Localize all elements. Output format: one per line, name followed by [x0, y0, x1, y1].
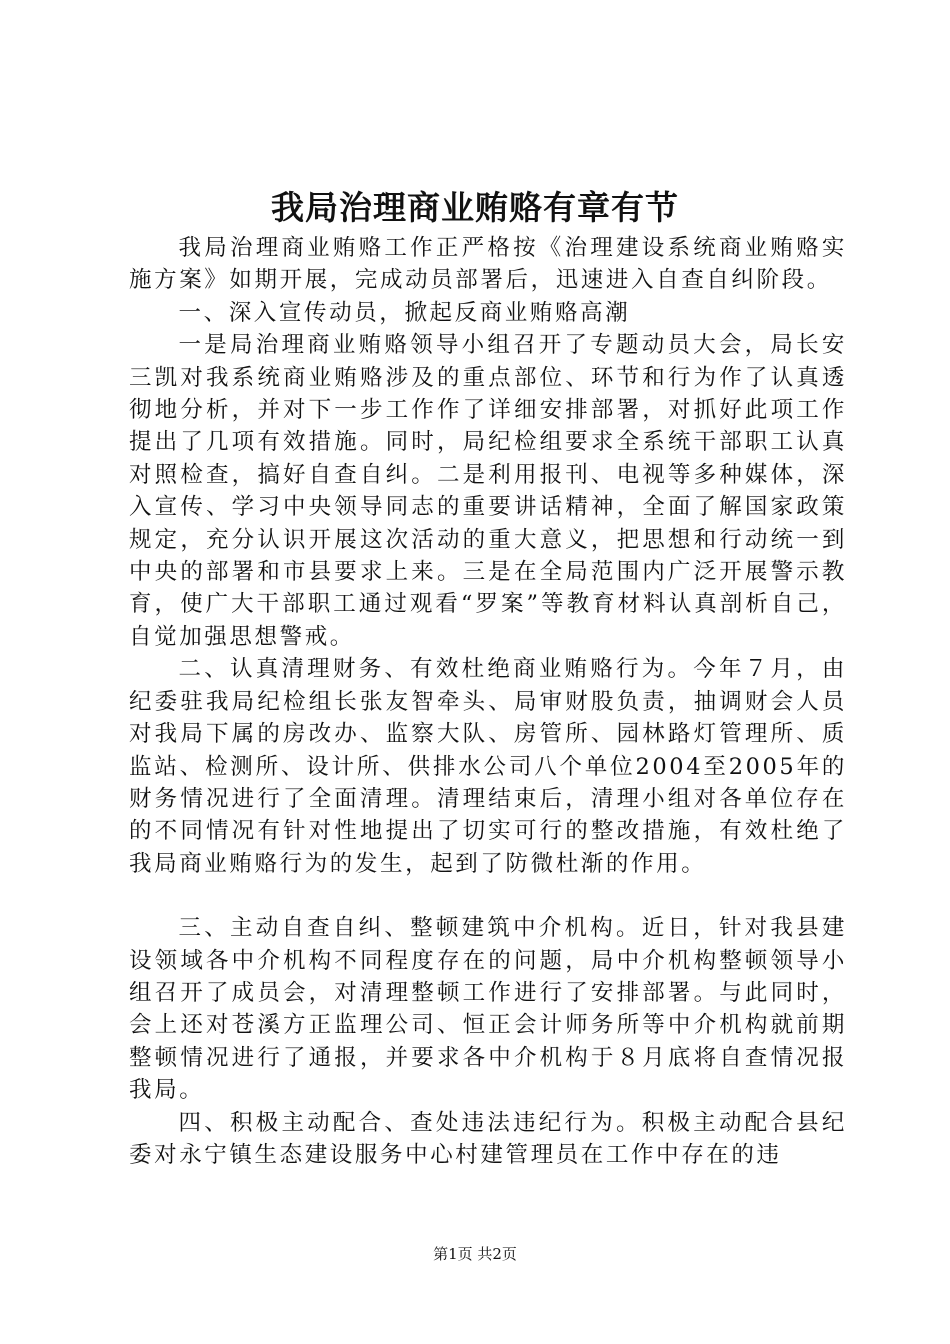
document-title: 我局治理商业贿赂有章有节 — [271, 188, 679, 227]
page-number-footer: 第1页 共2页 — [433, 1245, 517, 1263]
paragraph-section-4: 四、积极主动配合、查处违法违纪行为。积极主动配合县纪委对永宁镇生态建设服务中心村建管理员在工作中存在的违 — [129, 1109, 847, 1168]
paragraph-section-1: 一是局治理商业贿赂领导小组召开了专题动员大会，局长安三凯对我系统商业贿赂涉及的重点部位、环节和行为作了认真透彻地分析，并对下一步工作作了详细安排部署，对抓好此项工作提出了几项有效措施。同时，局纪检组要求全系统干部职工认真对照检查，搞好自查自纠。二是利用报刊、电视等多种媒体，深入宣传、学习中央领导同志的重要讲话精神，全面了解国家政策规定，充分认识开展这次活动的重大意义，把思想和行动统一到中央的部署和市县要求上来。三是在全局范围内广泛开展警示教育，使广大干部职工通过观看“罗案”等教育材料认真剖析自己，自觉加强思想警戒。 — [129, 332, 847, 650]
section-heading-1: 一、深入宣传动员，掀起反商业贿赂高潮 — [178, 299, 631, 326]
paragraph-section-2: 二、认真清理财务、有效杜绝商业贿赂行为。今年７月，由纪委驻我局纪检组长张友智牵头、局审财股负责，抽调财会人员对我局下属的房改办、监察大队、房管所、园林路灯管理所、质监站、检测所、设计所、供排水公司八个单位2004至2005年的财务情况进行了全面清理。清理结束后，清理小组对各单位存在的不同情况有针对性地提出了切实可行的整改措施，有效杜绝了我局商业贿赂行为的发生，起到了防微杜渐的作用。 — [129, 656, 847, 877]
document-body — [129, 232, 847, 1171]
paragraph-section-3: 三、主动自查自纠、整顿建筑中介机构。近日，针对我县建设领域各中介机构不同程度存在的问题，局中介机构整顿领导小组召开了成员会，对清理整顿工作进行了安排部署。与此同时，会上还对苍溪方正监理公司、恒正会计师务所等中介机构就前期整顿情况进行了通报，并要求各中介机构于８月底将自查情况报我局。 — [129, 915, 847, 1104]
paragraph-intro: 我局治理商业贿赂工作正严格按《治理建设系统商业贿赂实施方案》如期开展，完成动员部署后，迅速进入自查自纠阶段。 — [129, 235, 847, 294]
paragraph-gap — [129, 880, 847, 912]
